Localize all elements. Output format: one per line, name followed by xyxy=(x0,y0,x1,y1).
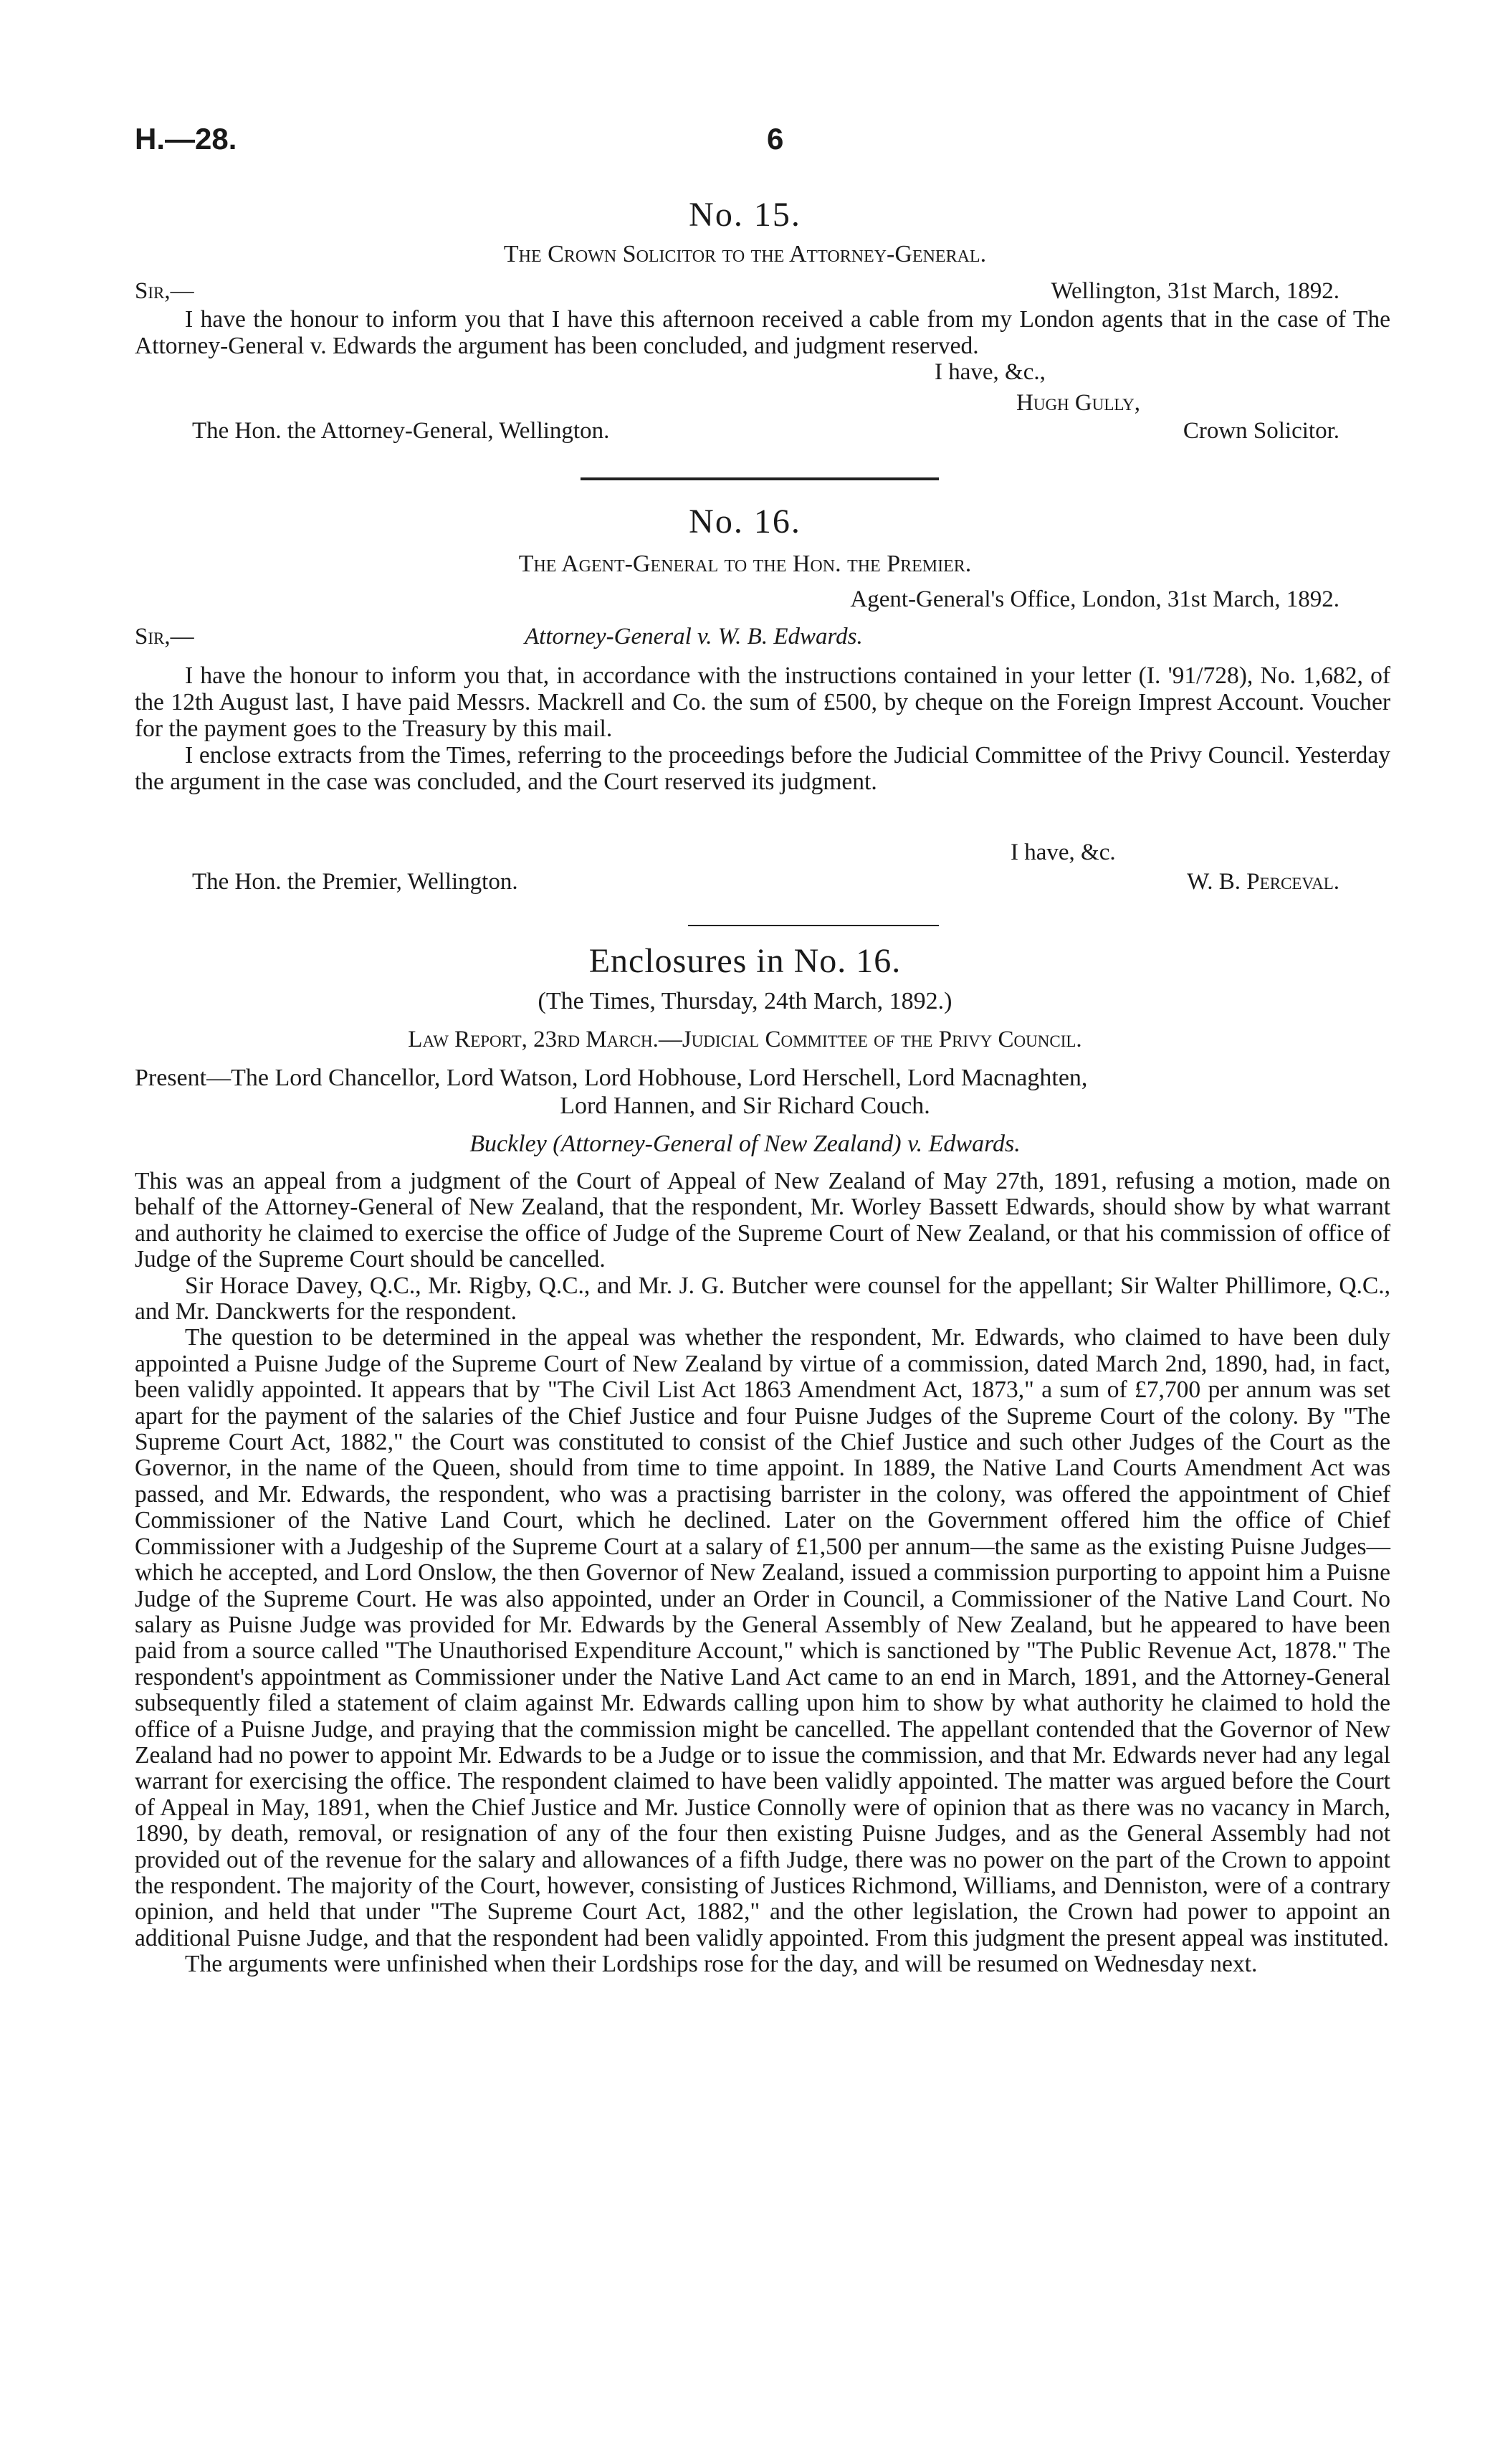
letter-16-closing: I have, &c. xyxy=(1011,839,1116,865)
letter-16-paragraph-2: I enclose extracts from the Times, referring to the proceedings before the Judicial Committee of the Privy Council. Yesterday the argument in the case was concluded, and the Court reserved its judgment. xyxy=(135,742,1390,795)
letter-15-subtitle: The Crown Solicitor to the Attorney-General. xyxy=(503,241,987,267)
letter-16-subtitle: The Agent-General to the Hon. the Premier. xyxy=(518,551,972,577)
page-number: 6 xyxy=(767,122,784,156)
enclosures-title: Enclosures in No. 16. xyxy=(588,942,902,980)
letter-16-dateline: Agent-General's Office, London, 31st March, 1892. xyxy=(850,586,1339,612)
letter-16-paragraph-1: I have the honour to inform you that, in accordance with the instructions contained in your letter (I. '91/728), No. 1,682, of the 12th August last, I have paid Messrs. Mackrell and Co. the sum of £500, by cheque on the Foreign Imprest Account. Voucher for the payment goes to the Treasury by this mail. xyxy=(135,662,1390,742)
letter-15-closing: I have, &c., xyxy=(935,359,1046,385)
letter-16-signature: W. B. Perceval. xyxy=(1187,869,1339,895)
enclosures-source: (The Times, Thursday, 24th March, 1892.) xyxy=(538,988,952,1014)
present-line-2: Lord Hannen, and Sir Richard Couch. xyxy=(560,1093,930,1119)
letter-15-salutation: Sir,— xyxy=(135,278,194,304)
law-report-paragraph-4: The arguments were unfinished when their Lordships rose for the day, and will be resumed on Wednesday next. xyxy=(185,1951,1258,1978)
letter-16-body xyxy=(135,662,1390,795)
letter-15-signature: Hugh Gully, xyxy=(1016,390,1141,416)
letter-16-case-title: Attorney-General v. W. B. Edwards. xyxy=(525,624,863,650)
enclosure-case-title: Buckley (Attorney-General of New Zealand) v. Edwards. xyxy=(469,1131,1021,1157)
letter-15-body xyxy=(135,306,1390,359)
letter-15-paragraph: I have the honour to inform you that I have this afternoon received a cable from my London agents that in the case of The Attorney-General v. Edwards the argument has been concluded, and judgment reserved. xyxy=(135,306,1390,359)
letter-16-addressee: The Hon. the Premier, Wellington. xyxy=(192,869,518,895)
document-reference: H.—28. xyxy=(135,122,237,156)
letter-16-salutation: Sir,— xyxy=(135,624,194,650)
letter-15-signature-title: Crown Solicitor. xyxy=(1183,418,1339,444)
letter-15-addressee: The Hon. the Attorney-General, Wellington. xyxy=(192,418,610,444)
law-report-paragraph-1: This was an appeal from a judgment of the Court of Appeal of New Zealand of May 27th, 1891, refusing a motion, made on behalf of the Attorney-General of New Zealand, that the respondent, Mr. Worley Bassett Edwards, should show by what warrant and authority he claimed to exercise the office of Judge of the Supreme Court of New Zealand, or that his commission of office of Judge of the Supreme Court should be cancelled. xyxy=(135,1168,1390,1273)
law-report-body xyxy=(135,1169,1390,1978)
law-report-paragraph-2: Sir Horace Davey, Q.C., Mr. Rigby, Q.C., and Mr. J. G. Butcher were counsel for the appellant; Sir Walter Phillimore, Q.C., and Mr. Danckwerts for the respondent. xyxy=(135,1272,1390,1326)
letter-15-title: No. 15. xyxy=(689,196,801,234)
present-line-1: Present—The Lord Chancellor, Lord Watson, Lord Hobhouse, Lord Herschell, Lord Macnaghten, xyxy=(135,1065,1088,1091)
law-report-heading: Law Report, 23rd March.—Judicial Committee of the Privy Council. xyxy=(408,1027,1082,1052)
law-report-paragraph-3: The question to be determined in the appeal was whether the respondent, Mr. Edwards, who claimed to have been duly appointed a Puisne Judge of the Supreme Court of New Zealand by virtue of a commission, dated March 2nd, 1890, had, in fact, been validly appointed. It appears that by "The Civil List Act 1863 Amendment Act, 1873," a sum of £7,700 per annum was set apart for the payment of the salaries of the Chief Justice and four Puisne Judges of the Supreme Court of the colony. By "The Supreme Court Act, 1882," the Court was constituted to consist of the Chief Justice and such other Judges of the Court as the Governor, in the name of the Queen, should from time to time appoint. In 1889, the Native Land Courts Amendment Act was passed, and Mr. Edwards, the respondent, who was a practising barrister in the colony, was offered the appointment of Chief Commissioner of the Native Land Court, which he declined. Later on the Government offered him the office of Chief Commissioner with a Judgeship of the Supreme Court at a salary of £1,500 per annum—the same as the existing Puisne Judges—which he accepted, and Lord Onslow, the then Governor of New Zealand, issued a commission purporting to appoint him a Puisne Judge of the Supreme Court. He was also appointed, under an Order in Council, a Commissioner of the Native Land Court. No salary as Puisne Judge was provided for Mr. Edwards by the General Assembly of New Zealand, but he appeared to have been paid from a source called "The Unauthorised Expenditure Account," which is sanctioned by "The Public Revenue Act, 1878." The respondent's appointment as Commissioner under the Native Land Act came to an end in March, 1891, and the Attorney-General subsequently filed a statement of claim against Mr. Edwards calling upon him to show by what authority he claimed to hold the office of a Puisne Judge, and praying that the commission might be cancelled. The appellant contended that the Governor of New Zealand had no power to appoint Mr. Edwards to be a Judge or to issue the commission, and that Mr. Edwards never had any legal warrant for exercising the office. The respondent claimed to have been validly appointed. The matter was argued before the Court of Appeal in May, 1891, when the Chief Justice and Mr. Justice Connolly were of opinion that as there was no vacancy in March, 1890, by death, removal, or resignation of any of the four then existing Puisne Judges, and as the General Assembly had not provided out of the revenue for the salary and allowances of a fifth Judge, there was no power on the part of the Crown to appoint the respondent. The majority of the Court, however, consisting of Justices Richmond, Williams, and Denniston, were of a contrary opinion, and held that under "The Supreme Court Act, 1882," and the other legislation, the Crown had power to appoint an additional Puisne Judge, and that the respondent had been validly appointed. From this judgment the present appeal was instituted. xyxy=(135,1324,1390,1951)
letter-16-title: No. 16. xyxy=(689,503,801,541)
letter-15-dateline: Wellington, 31st March, 1892. xyxy=(1051,278,1339,304)
section-divider xyxy=(581,477,939,480)
section-divider xyxy=(688,925,939,926)
